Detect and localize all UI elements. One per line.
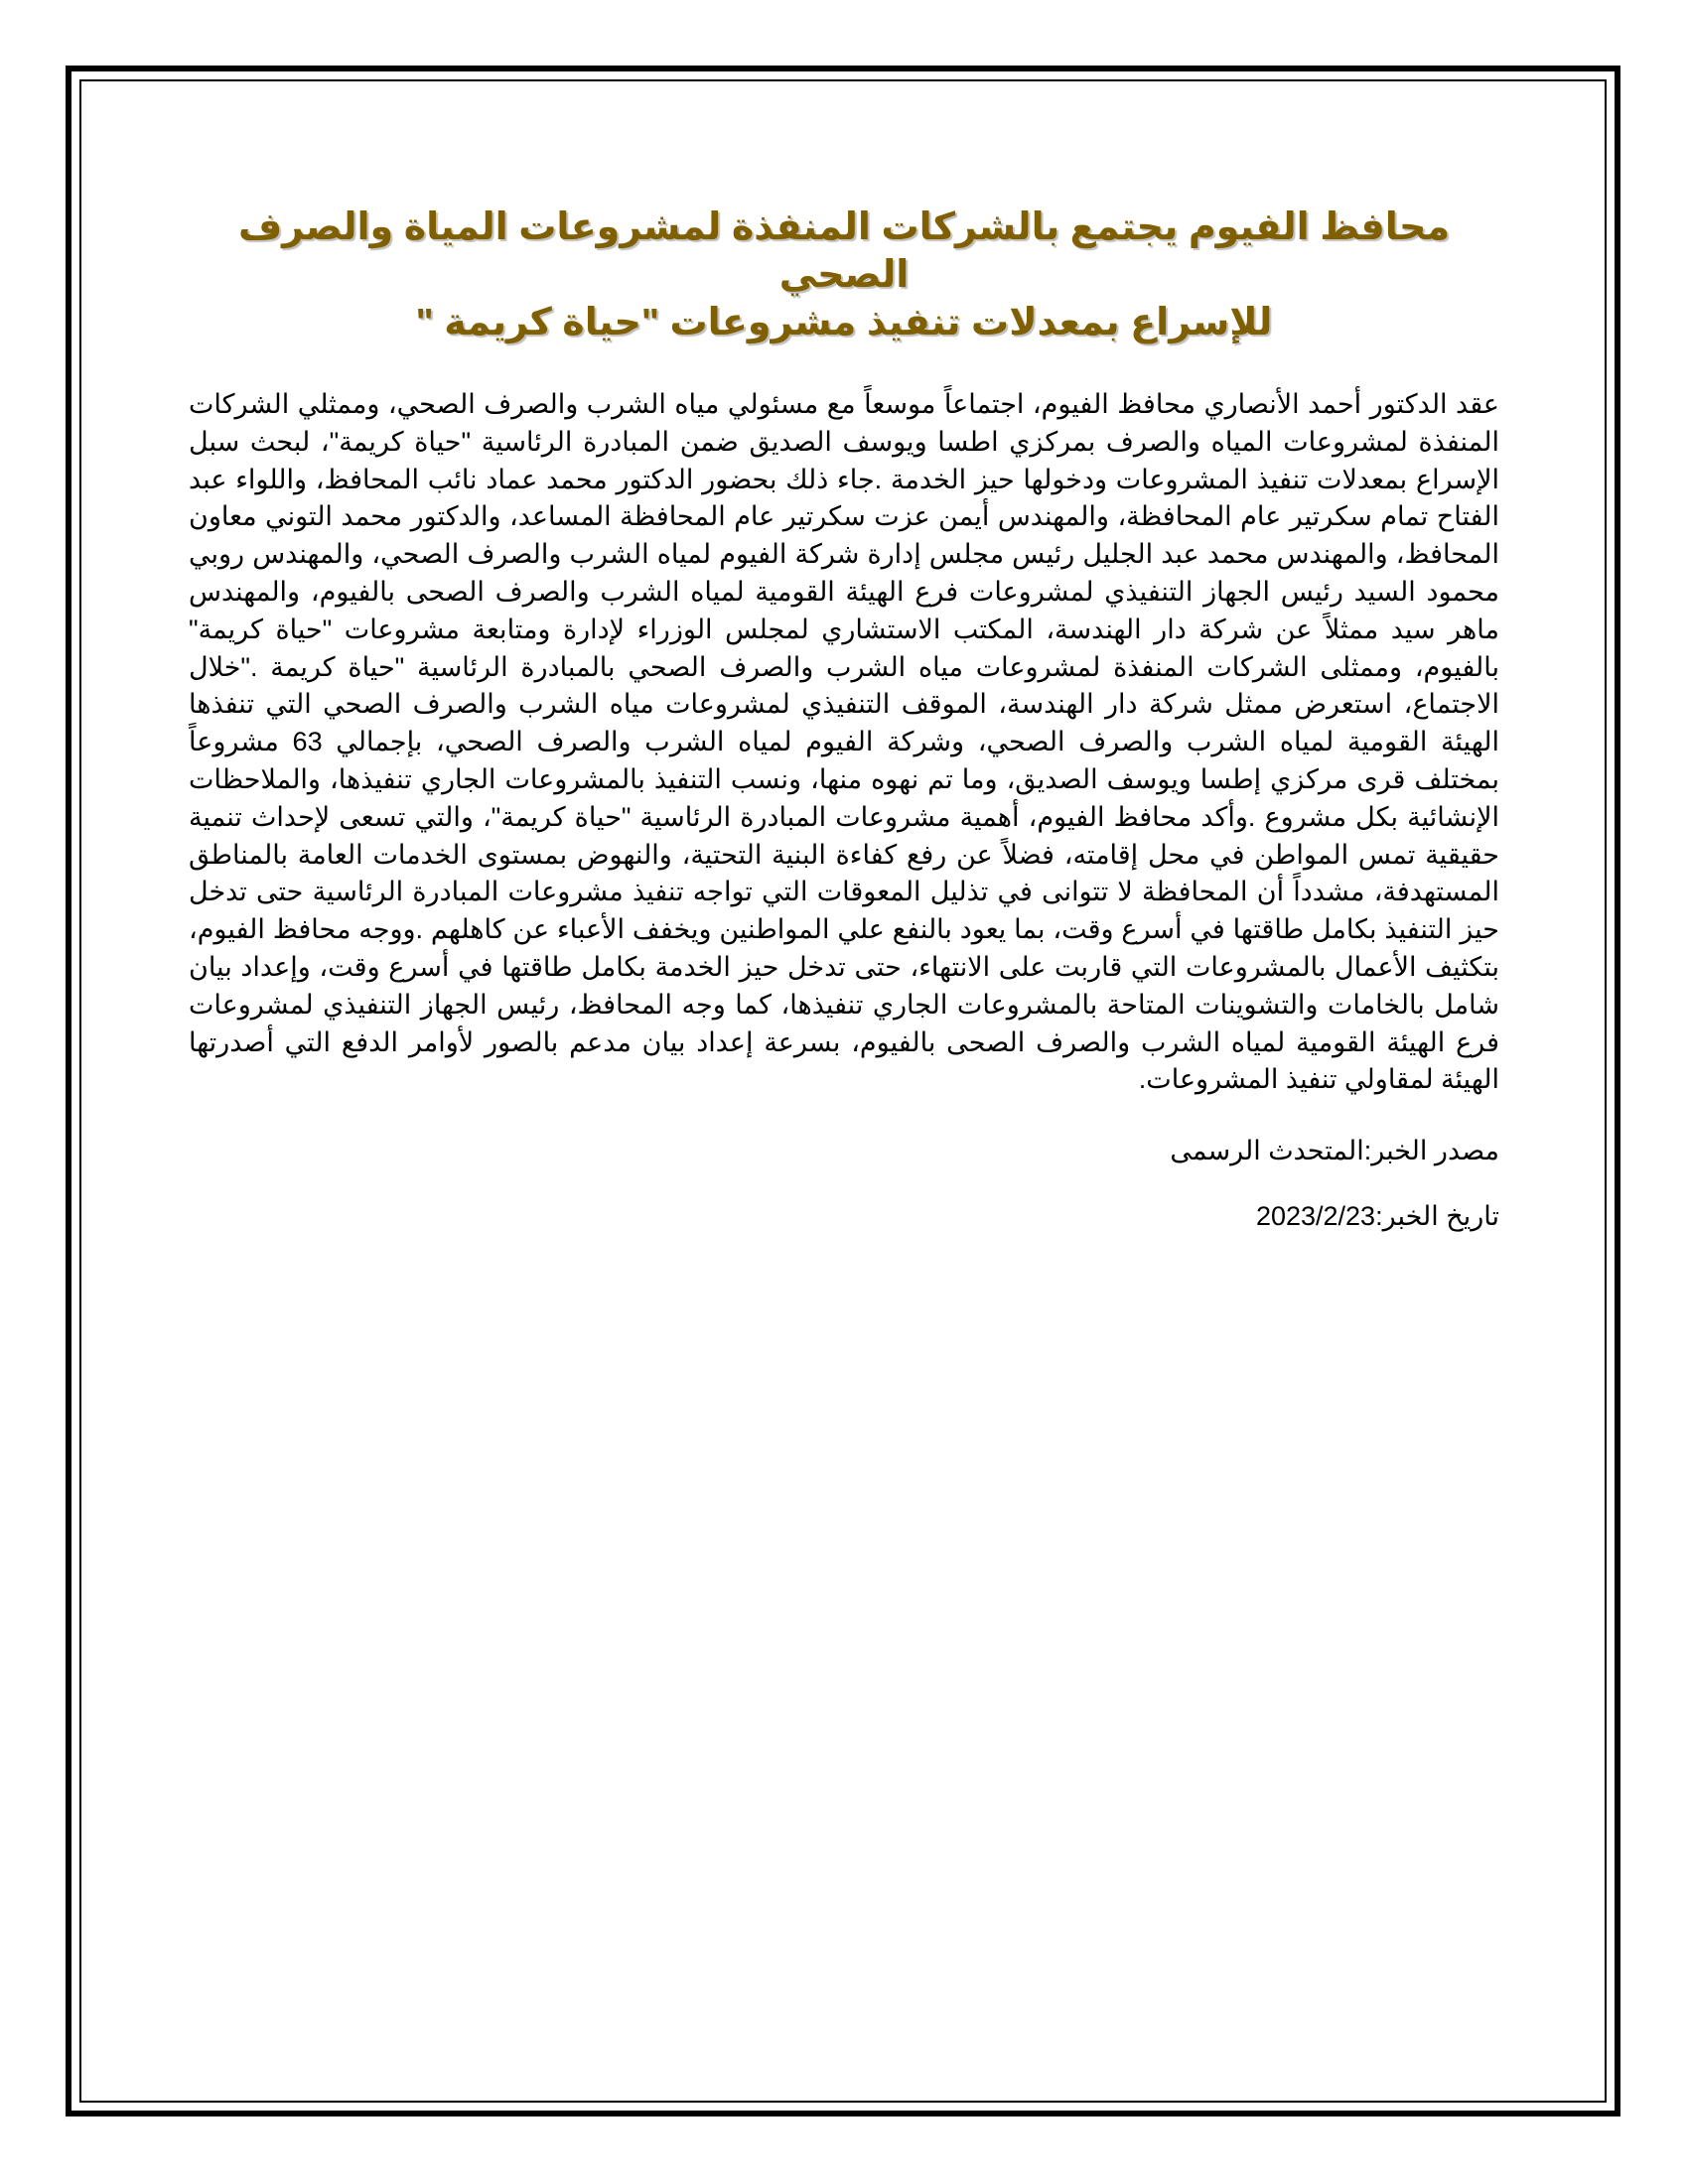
news-source: مصدر الخبر:المتحدث الرسمى (1170, 1136, 1499, 1166)
title-line-2: للإسراع بمعدلات تنفيذ مشروعات "حياة كريمة " (415, 302, 1273, 343)
news-title (189, 204, 1499, 346)
title-line-1: محافظ الفيوم يجتمع بالشركات المنفذة لمشروعات المياة والصرف الصحي (238, 206, 1450, 296)
document-page (189, 204, 1499, 1234)
news-date: تاريخ الخبر:2023/2/23 (1255, 1201, 1499, 1232)
news-body: عقد الدكتور أحمد الأنصاري محافظ الفيوم، اجتماعاً موسعاً مع مسئولي مياه الشرب والصرف الصحي، وممثلي الشركات المنفذة لمشروعات المياه والصرف بمركزي اطسا ويوسف الصديق ضمن المبادرة الرئاسية "حياة كريمة"، لبحث سبل الإسراع بمعدلات تنفيذ المشروعات ودخولها حيز الخدمة .جاء ذلك بحضور الدكتور محمد عماد نائب المحافظ، واللواء عبد الفتاح تمام سكرتير عام المحافظة، والمهندس أيمن عزت سكرتير عام المحافظة المساعد، والدكتور محمد التوني معاون المحافظ، والمهندس محمد عبد الجليل رئيس مجلس إدارة شركة الفيوم لمياه الشرب والصرف الصحي، والمهندس روبي محمود السيد رئيس الجهاز التنفيذي لمشروعات فرع الهيئة القومية لمياه الشرب والصرف الصحى بالفيوم، والمهندس ماهر سيد ممثلاً عن شركة دار الهندسة، المكتب الاستشاري لمجلس الوزراء لإدارة ومتابعة مشروعات "حياة كريمة" بالفيوم، وممثلى الشركات المنفذة لمشروعات مياه الشرب والصرف الصحي بالمبادرة الرئاسية "حياة كريمة ."خلال الاجتماع، استعرض ممثل شركة دار الهندسة، الموقف التنفيذي لمشروعات مياه الشرب والصرف الصحي التي تنفذها الهيئة القومية لمياه الشرب والصرف الصحي، وشركة الفيوم لمياه الشرب والصرف الصحي، بإجمالي 63 مشروعاً بمختلف قرى مركزي إطسا ويوسف الصديق، وما تم نهوه منها، ونسب التنفيذ بالمشروعات الجاري تنفيذها، والملاحظات الإنشائية بكل مشروع .وأكد محافظ الفيوم، أهمية مشروعات المبادرة الرئاسية "حياة كريمة"، والتي تسعى لإحداث تنمية حقيقية تمس المواطن في محل إقامته، فضلاً عن رفع كفاءة البنية التحتية، والنهوض بمستوى الخدمات العامة بالمناطق المستهدفة، مشدداً أن المحافظة لا تتوانى في تذليل المعوقات التي تواجه تنفيذ مشروعات المبادرة الرئاسية حتى تدخل حيز التنفيذ بكامل طاقتها في أسرع وقت، بما يعود بالنفع علي المواطنين ويخفف الأعباء عن كاهلهم .ووجه محافظ الفيوم، بتكثيف الأعمال بالمشروعات التي قاربت على الانتهاء، حتى تدخل حيز الخدمة بكامل طاقتها في أسرع وقت، وإعداد بيان شامل بالخامات والتشوينات المتاحة بالمشروعات الجاري تنفيذها، كما وجه المحافظ، رئيس الجهاز التنفيذي لمشروعات فرع الهيئة القومية لمياه الشرب والصرف الصحى بالفيوم، بسرعة إعداد بيان مدعم بالصور لأوامر الدفع التي أصدرتها الهيئة لمقاولي تنفيذ المشروعات. (189, 389, 1500, 1095)
